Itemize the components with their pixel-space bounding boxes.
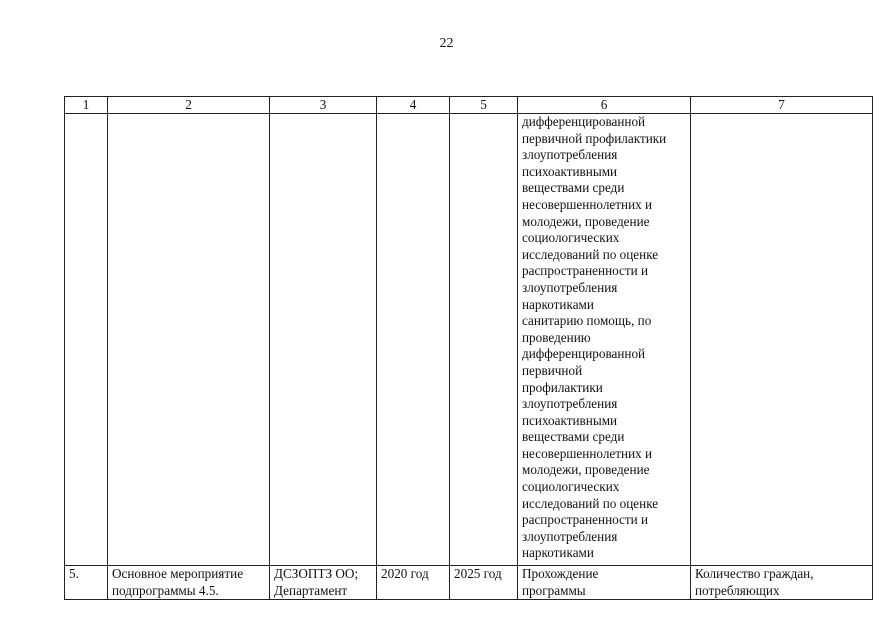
- cont-cell-6-line: злоупотребления: [522, 279, 618, 295]
- row5-measure-line: Основное мероприятие: [112, 566, 244, 581]
- cont-cell-1: [65, 114, 108, 566]
- cont-cell-6-line: социологических: [522, 230, 620, 246]
- row5-indicator-line: Количество граждан,: [695, 566, 814, 581]
- cont-cell-6-text: [522, 114, 686, 562]
- row5-number: 5.: [65, 566, 108, 600]
- header-row: [65, 97, 873, 114]
- cont-cell-2: [108, 114, 270, 566]
- cont-cell-3: [270, 114, 377, 566]
- col-header-5: 5: [450, 97, 518, 114]
- cont-cell-6-line: социологических: [522, 479, 620, 495]
- cont-cell-7: [691, 114, 873, 566]
- col-header-4: 4: [377, 97, 450, 114]
- table-row-5: [65, 566, 873, 600]
- cont-cell-6-line: молодежи, проведение: [522, 213, 650, 229]
- cont-cell-6-line: исследований по оценке: [522, 495, 659, 511]
- row5-result-line: программы: [522, 582, 586, 598]
- row5-measure: [108, 566, 270, 600]
- cont-cell-6-line: первичной профилактики: [522, 130, 667, 146]
- col-header-1: 1: [65, 97, 108, 114]
- col-header-6: 6: [518, 97, 691, 114]
- row5-executor-line: Департамент: [274, 582, 348, 598]
- row5-executor: [270, 566, 377, 600]
- cont-cell-6-line: психоактивными: [522, 412, 618, 428]
- cont-cell-6-line: веществами среди: [522, 180, 625, 196]
- cont-cell-6-line: первичной: [522, 362, 583, 378]
- cont-cell-6-line: наркотиками: [522, 296, 594, 312]
- cont-cell-5: [450, 114, 518, 566]
- cont-cell-6-line: наркотиками: [522, 545, 594, 561]
- cont-cell-6-line: дифференцированной: [522, 114, 646, 129]
- cont-cell-6-line: веществами среди: [522, 429, 625, 445]
- cont-cell-6-line: несовершеннолетних и: [522, 196, 653, 212]
- cont-cell-6-line: санитарию помощь, по: [522, 313, 652, 329]
- cont-cell-6: [518, 114, 691, 566]
- row5-executor-line: ДСЗОПТЗ ОО;: [274, 566, 359, 581]
- continuation-row: [65, 114, 873, 566]
- cont-cell-6-line: распространенности и: [522, 263, 649, 279]
- row5-end-year: 2025 год: [450, 566, 518, 600]
- col-header-7: 7: [691, 97, 873, 114]
- page-number: 22: [439, 36, 454, 51]
- measures-table: [64, 96, 873, 600]
- row5-indicator: [691, 566, 873, 600]
- row5-result-line: Прохождение: [522, 566, 599, 581]
- cont-cell-6-line: молодежи, проведение: [522, 462, 650, 478]
- row5-indicator-line: потребляющих: [695, 582, 780, 598]
- row5-start-year: 2020 год: [377, 566, 450, 600]
- cont-cell-6-line: злоупотребления: [522, 147, 618, 163]
- cont-cell-6-line: распространенности и: [522, 512, 649, 528]
- row5-result: [518, 566, 691, 600]
- col-header-3: 3: [270, 97, 377, 114]
- cont-cell-6-line: исследований по оценке: [522, 246, 659, 262]
- cont-cell-6-line: психоактивными: [522, 163, 618, 179]
- cont-cell-6-line: проведению: [522, 329, 591, 345]
- cont-cell-6-line: дифференцированной: [522, 346, 646, 362]
- cont-cell-6-line: профилактики: [522, 379, 603, 395]
- cont-cell-6-line: злоупотребления: [522, 528, 618, 544]
- cont-cell-6-line: несовершеннолетних и: [522, 445, 653, 461]
- col-header-2: 2: [108, 97, 270, 114]
- row5-measure-line: подпрограммы 4.5.: [112, 582, 219, 598]
- cont-cell-6-line: злоупотребления: [522, 396, 618, 412]
- cont-cell-4: [377, 114, 450, 566]
